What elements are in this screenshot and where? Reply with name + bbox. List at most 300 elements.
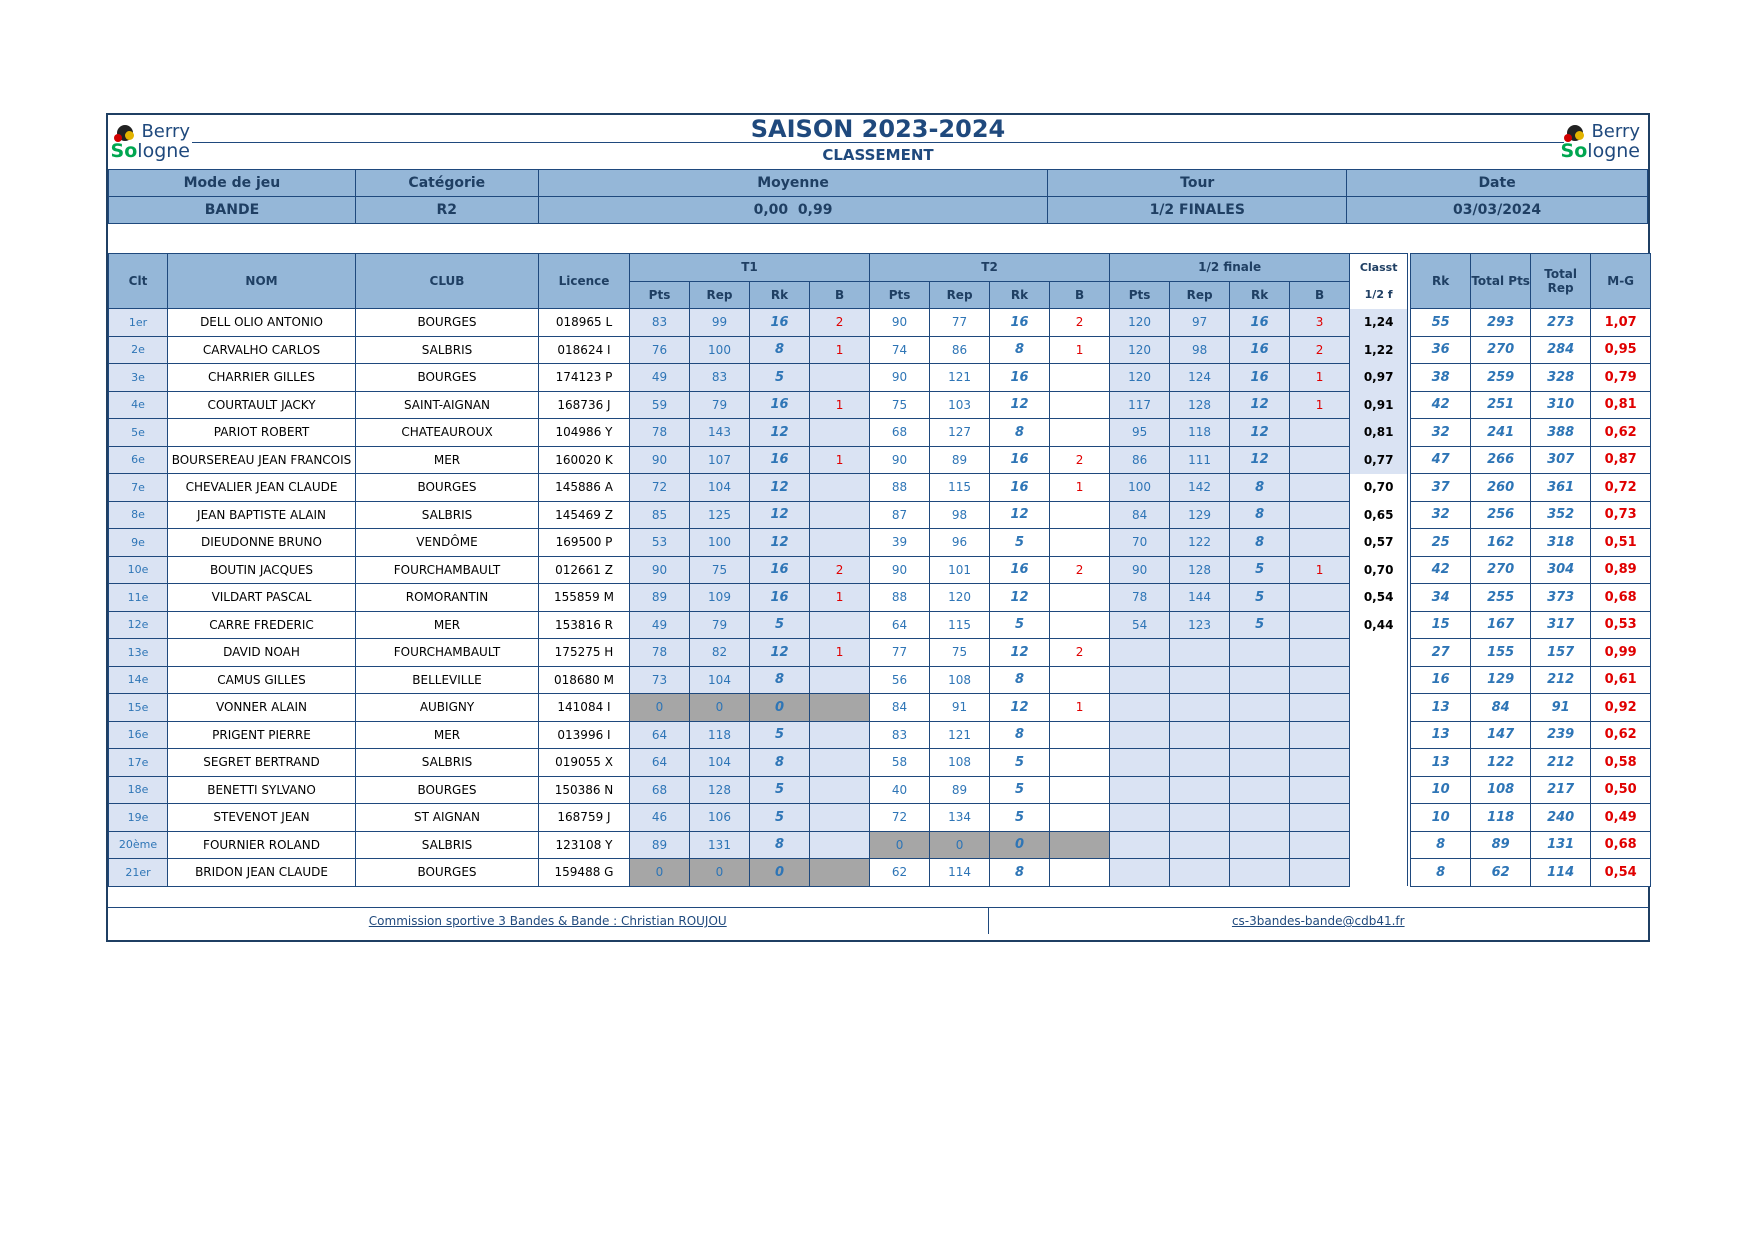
cell-club: MER bbox=[356, 611, 539, 639]
col-licence: Licence bbox=[539, 254, 630, 309]
cell-f-rep bbox=[1170, 639, 1230, 667]
cell-t2-rep: 96 bbox=[930, 529, 990, 557]
cell-t2-rk: 8 bbox=[990, 336, 1050, 364]
cell-t1-rep: 75 bbox=[690, 556, 750, 584]
cell-t1-b: 2 bbox=[810, 556, 870, 584]
cell-classt bbox=[1350, 694, 1408, 722]
table-row bbox=[109, 501, 1651, 529]
cell-t2-rep: 134 bbox=[930, 804, 990, 832]
cell-nom: DIEUDONNE BRUNO bbox=[168, 529, 356, 557]
cell-f-b bbox=[1290, 749, 1350, 777]
cell-nom: VILDART PASCAL bbox=[168, 584, 356, 612]
cell-total-pts: 270 bbox=[1471, 556, 1531, 584]
cell-t1-rep: 0 bbox=[690, 859, 750, 887]
cell-clt: 14e bbox=[109, 666, 168, 694]
cell-rk: 15 bbox=[1411, 611, 1471, 639]
cell-mg: 0,79 bbox=[1591, 364, 1651, 392]
cell-rk: 8 bbox=[1411, 859, 1471, 887]
cell-t2-rk: 0 bbox=[990, 831, 1050, 859]
cell-f-rep: 142 bbox=[1170, 474, 1230, 502]
cell-nom: CAMUS GILLES bbox=[168, 666, 356, 694]
cell-t1-rep: 100 bbox=[690, 336, 750, 364]
cell-total-pts: 122 bbox=[1471, 749, 1531, 777]
cell-t2-b: 1 bbox=[1050, 474, 1110, 502]
cell-f-rep: 97 bbox=[1170, 309, 1230, 337]
cell-clt: 12e bbox=[109, 611, 168, 639]
cell-t1-pts: 64 bbox=[630, 749, 690, 777]
cell-classt: 0,91 bbox=[1350, 391, 1408, 419]
cell-t2-pts: 84 bbox=[870, 694, 930, 722]
cell-f-pts: 120 bbox=[1110, 336, 1170, 364]
cell-total-rep: 157 bbox=[1531, 639, 1591, 667]
cell-t1-rk: 8 bbox=[750, 336, 810, 364]
cell-total-rep: 212 bbox=[1531, 749, 1591, 777]
info-value-mode: BANDE bbox=[109, 197, 356, 224]
cell-licence: 018680 M bbox=[539, 666, 630, 694]
cell-f-b bbox=[1290, 611, 1350, 639]
cell-club: AUBIGNY bbox=[356, 694, 539, 722]
cell-t2-rep: 103 bbox=[930, 391, 990, 419]
cell-licence: 174123 P bbox=[539, 364, 630, 392]
cell-club: ST AIGNAN bbox=[356, 804, 539, 832]
cell-clt: 3e bbox=[109, 364, 168, 392]
cell-nom: VONNER ALAIN bbox=[168, 694, 356, 722]
cell-f-pts: 120 bbox=[1110, 364, 1170, 392]
commission-link[interactable]: Commission sportive 3 Bandes & Bande : Christian ROUJOU bbox=[368, 914, 727, 928]
cell-rk: 13 bbox=[1411, 749, 1471, 777]
cell-nom: PRIGENT PIERRE bbox=[168, 721, 356, 749]
cell-licence: 153816 R bbox=[539, 611, 630, 639]
cell-f-rep: 98 bbox=[1170, 336, 1230, 364]
cell-t1-b bbox=[810, 501, 870, 529]
cell-classt: 0,54 bbox=[1350, 584, 1408, 612]
cell-f-rep bbox=[1170, 721, 1230, 749]
cell-t2-rk: 16 bbox=[990, 446, 1050, 474]
cell-t2-rep: 98 bbox=[930, 501, 990, 529]
col-mg: M-G bbox=[1591, 254, 1651, 309]
cell-total-rep: 317 bbox=[1531, 611, 1591, 639]
cell-f-rep bbox=[1170, 804, 1230, 832]
cell-t1-pts: 46 bbox=[630, 804, 690, 832]
cell-f-pts bbox=[1110, 666, 1170, 694]
cell-licence: 012661 Z bbox=[539, 556, 630, 584]
cell-total-pts: 270 bbox=[1471, 336, 1531, 364]
cell-t2-rk: 12 bbox=[990, 584, 1050, 612]
cell-club: BOURGES bbox=[356, 309, 539, 337]
cell-total-pts: 259 bbox=[1471, 364, 1531, 392]
cell-t2-pts: 90 bbox=[870, 364, 930, 392]
cell-club: SAINT-AIGNAN bbox=[356, 391, 539, 419]
cell-t1-pts: 78 bbox=[630, 419, 690, 447]
cell-f-pts bbox=[1110, 639, 1170, 667]
cell-f-pts: 95 bbox=[1110, 419, 1170, 447]
info-label-tour: Tour bbox=[1048, 170, 1347, 197]
cell-t2-b bbox=[1050, 391, 1110, 419]
cell-total-pts: 293 bbox=[1471, 309, 1531, 337]
cell-f-b bbox=[1290, 474, 1350, 502]
cell-f-rk: 5 bbox=[1230, 611, 1290, 639]
cell-total-rep: 388 bbox=[1531, 419, 1591, 447]
cell-t1-b bbox=[810, 749, 870, 777]
cell-t2-rk: 5 bbox=[990, 749, 1050, 777]
cell-t2-b bbox=[1050, 831, 1110, 859]
cell-t1-rk: 0 bbox=[750, 859, 810, 887]
cell-f-b: 3 bbox=[1290, 309, 1350, 337]
cell-f-rk bbox=[1230, 639, 1290, 667]
cell-f-rk bbox=[1230, 831, 1290, 859]
cell-t1-rep: 100 bbox=[690, 529, 750, 557]
cell-classt bbox=[1350, 749, 1408, 777]
cell-f-b bbox=[1290, 639, 1350, 667]
cell-total-rep: 304 bbox=[1531, 556, 1591, 584]
cell-mg: 0,54 bbox=[1591, 859, 1651, 887]
cell-t2-rep: 89 bbox=[930, 446, 990, 474]
cell-clt: 18e bbox=[109, 776, 168, 804]
cell-rk: 10 bbox=[1411, 804, 1471, 832]
cell-mg: 0,95 bbox=[1591, 336, 1651, 364]
cell-t1-rk: 5 bbox=[750, 721, 810, 749]
cell-rk: 27 bbox=[1411, 639, 1471, 667]
info-value-date: 03/03/2024 bbox=[1347, 197, 1648, 224]
cell-total-rep: 310 bbox=[1531, 391, 1591, 419]
cell-t2-pts: 90 bbox=[870, 556, 930, 584]
cell-mg: 0,49 bbox=[1591, 804, 1651, 832]
cell-f-rep bbox=[1170, 831, 1230, 859]
cell-nom: FOURNIER ROLAND bbox=[168, 831, 356, 859]
cell-clt: 5e bbox=[109, 419, 168, 447]
col-total-pts: Total Pts bbox=[1471, 254, 1531, 309]
cell-club: VENDÔME bbox=[356, 529, 539, 557]
cell-f-rk: 8 bbox=[1230, 529, 1290, 557]
cell-t1-rk: 8 bbox=[750, 666, 810, 694]
ranking-sheet bbox=[106, 113, 1650, 942]
cell-total-rep: 373 bbox=[1531, 584, 1591, 612]
cell-rk: 25 bbox=[1411, 529, 1471, 557]
cell-t2-rk: 16 bbox=[990, 364, 1050, 392]
cell-t1-rk: 5 bbox=[750, 804, 810, 832]
cell-rk: 13 bbox=[1411, 721, 1471, 749]
cell-t2-b bbox=[1050, 721, 1110, 749]
berry-sologne-logo-left: Berry Sologne bbox=[110, 121, 190, 162]
cell-licence: 168759 J bbox=[539, 804, 630, 832]
cell-total-pts: 251 bbox=[1471, 391, 1531, 419]
cell-mg: 0,53 bbox=[1591, 611, 1651, 639]
cell-nom: CHARRIER GILLES bbox=[168, 364, 356, 392]
cell-t1-rk: 8 bbox=[750, 749, 810, 777]
cell-t2-pts: 68 bbox=[870, 419, 930, 447]
cell-t1-rep: 104 bbox=[690, 666, 750, 694]
cell-t1-pts: 72 bbox=[630, 474, 690, 502]
info-value-tour: 1/2 FINALES bbox=[1048, 197, 1347, 224]
cell-nom: BOURSEREAU JEAN FRANCOIS bbox=[168, 446, 356, 474]
cell-rk: 38 bbox=[1411, 364, 1471, 392]
cell-classt: 0,65 bbox=[1350, 501, 1408, 529]
cell-nom: CARVALHO CARLOS bbox=[168, 336, 356, 364]
cell-total-pts: 108 bbox=[1471, 776, 1531, 804]
cell-mg: 0,87 bbox=[1591, 446, 1651, 474]
cell-t1-b bbox=[810, 776, 870, 804]
col-group-t2: T2 bbox=[870, 254, 1110, 282]
cell-t2-pts: 40 bbox=[870, 776, 930, 804]
cell-clt: 2e bbox=[109, 336, 168, 364]
cell-nom: STEVENOT JEAN bbox=[168, 804, 356, 832]
cell-t2-rep: 108 bbox=[930, 666, 990, 694]
cell-nom: DELL OLIO ANTONIO bbox=[168, 309, 356, 337]
cell-rk: 13 bbox=[1411, 694, 1471, 722]
cell-t2-pts: 39 bbox=[870, 529, 930, 557]
table-row bbox=[109, 529, 1651, 557]
col-final-b: B bbox=[1290, 281, 1350, 309]
cell-t2-b: 1 bbox=[1050, 694, 1110, 722]
cell-t2-rep: 115 bbox=[930, 611, 990, 639]
cell-t1-b bbox=[810, 831, 870, 859]
cell-classt: 0,81 bbox=[1350, 419, 1408, 447]
cell-clt: 6e bbox=[109, 446, 168, 474]
cell-t2-rk: 5 bbox=[990, 804, 1050, 832]
cell-t2-b bbox=[1050, 804, 1110, 832]
cell-f-pts: 117 bbox=[1110, 391, 1170, 419]
cell-t1-rep: 82 bbox=[690, 639, 750, 667]
page-title: SAISON 2023-2024 bbox=[750, 115, 1006, 143]
table-row bbox=[109, 859, 1651, 887]
cell-f-pts: 84 bbox=[1110, 501, 1170, 529]
cell-t2-rk: 5 bbox=[990, 529, 1050, 557]
cell-total-rep: 131 bbox=[1531, 831, 1591, 859]
cell-f-pts bbox=[1110, 694, 1170, 722]
cell-t2-rep: 101 bbox=[930, 556, 990, 584]
cell-club: FOURCHAMBAULT bbox=[356, 556, 539, 584]
table-row bbox=[109, 721, 1651, 749]
col-classt-sub: 1/2 f bbox=[1350, 281, 1408, 309]
cell-t1-b bbox=[810, 666, 870, 694]
cell-t2-b: 2 bbox=[1050, 556, 1110, 584]
cell-t1-rep: 104 bbox=[690, 474, 750, 502]
cell-f-b bbox=[1290, 666, 1350, 694]
cell-club: BELLEVILLE bbox=[356, 666, 539, 694]
col-t1-pts: Pts bbox=[630, 281, 690, 309]
cell-t1-rep: 118 bbox=[690, 721, 750, 749]
cell-rk: 34 bbox=[1411, 584, 1471, 612]
cell-t2-rep: 120 bbox=[930, 584, 990, 612]
cell-t2-rk: 12 bbox=[990, 694, 1050, 722]
cell-licence: 169500 P bbox=[539, 529, 630, 557]
cell-f-rk bbox=[1230, 859, 1290, 887]
cell-f-b bbox=[1290, 446, 1350, 474]
cell-f-pts bbox=[1110, 831, 1170, 859]
cell-total-pts: 167 bbox=[1471, 611, 1531, 639]
cell-nom: CARRE FREDERIC bbox=[168, 611, 356, 639]
cell-t2-rep: 89 bbox=[930, 776, 990, 804]
cell-classt: 0,70 bbox=[1350, 556, 1408, 584]
cell-t1-b: 1 bbox=[810, 446, 870, 474]
cell-total-rep: 328 bbox=[1531, 364, 1591, 392]
cell-classt: 1,22 bbox=[1350, 336, 1408, 364]
cell-f-rep bbox=[1170, 749, 1230, 777]
cell-t2-pts: 56 bbox=[870, 666, 930, 694]
cell-f-b bbox=[1290, 584, 1350, 612]
cell-t1-rep: 143 bbox=[690, 419, 750, 447]
cell-rk: 10 bbox=[1411, 776, 1471, 804]
cell-f-pts bbox=[1110, 859, 1170, 887]
cell-t1-pts: 83 bbox=[630, 309, 690, 337]
cell-total-rep: 114 bbox=[1531, 859, 1591, 887]
cell-rk: 42 bbox=[1411, 391, 1471, 419]
col-club: CLUB bbox=[356, 254, 539, 309]
cell-t2-rk: 8 bbox=[990, 419, 1050, 447]
info-label-categorie: Catégorie bbox=[355, 170, 538, 197]
cell-total-pts: 129 bbox=[1471, 666, 1531, 694]
cell-f-pts: 120 bbox=[1110, 309, 1170, 337]
cell-t2-b: 2 bbox=[1050, 639, 1110, 667]
cell-f-rk bbox=[1230, 776, 1290, 804]
cell-total-rep: 240 bbox=[1531, 804, 1591, 832]
col-group-t1: T1 bbox=[630, 254, 870, 282]
cell-f-rep bbox=[1170, 776, 1230, 804]
cell-t2-pts: 90 bbox=[870, 309, 930, 337]
cell-t1-rep: 0 bbox=[690, 694, 750, 722]
cell-t1-rk: 12 bbox=[750, 419, 810, 447]
cell-licence: 150386 N bbox=[539, 776, 630, 804]
cell-t2-pts: 87 bbox=[870, 501, 930, 529]
cell-t1-rk: 12 bbox=[750, 474, 810, 502]
col-nom: NOM bbox=[168, 254, 356, 309]
cell-mg: 0,81 bbox=[1591, 391, 1651, 419]
cell-t2-rk: 12 bbox=[990, 391, 1050, 419]
cell-club: FOURCHAMBAULT bbox=[356, 639, 539, 667]
cell-f-rep: 122 bbox=[1170, 529, 1230, 557]
cell-total-rep: 361 bbox=[1531, 474, 1591, 502]
cell-f-rep: 129 bbox=[1170, 501, 1230, 529]
table-row bbox=[109, 776, 1651, 804]
cell-clt: 20ème bbox=[109, 831, 168, 859]
cell-mg: 0,61 bbox=[1591, 666, 1651, 694]
cell-mg: 0,99 bbox=[1591, 639, 1651, 667]
cell-f-rep: 124 bbox=[1170, 364, 1230, 392]
info-value-categorie: R2 bbox=[355, 197, 538, 224]
cell-f-rk bbox=[1230, 804, 1290, 832]
cell-classt: 0,77 bbox=[1350, 446, 1408, 474]
cell-t1-rk: 0 bbox=[750, 694, 810, 722]
cell-f-rk: 16 bbox=[1230, 336, 1290, 364]
cell-t1-b: 1 bbox=[810, 584, 870, 612]
cell-clt: 10e bbox=[109, 556, 168, 584]
cell-total-pts: 62 bbox=[1471, 859, 1531, 887]
cell-mg: 1,07 bbox=[1591, 309, 1651, 337]
col-t2-rk: Rk bbox=[990, 281, 1050, 309]
cell-t1-rep: 79 bbox=[690, 391, 750, 419]
cell-rk: 8 bbox=[1411, 831, 1471, 859]
cell-f-rep: 118 bbox=[1170, 419, 1230, 447]
cell-f-rk bbox=[1230, 666, 1290, 694]
cell-rk: 32 bbox=[1411, 419, 1471, 447]
cell-mg: 0,68 bbox=[1591, 584, 1651, 612]
cell-t1-rk: 16 bbox=[750, 556, 810, 584]
cell-t2-rep: 75 bbox=[930, 639, 990, 667]
cell-t1-b: 1 bbox=[810, 391, 870, 419]
cell-f-b: 1 bbox=[1290, 556, 1350, 584]
cell-mg: 0,51 bbox=[1591, 529, 1651, 557]
cell-f-b bbox=[1290, 529, 1350, 557]
cell-t1-rk: 16 bbox=[750, 309, 810, 337]
cell-mg: 0,68 bbox=[1591, 831, 1651, 859]
cell-rk: 47 bbox=[1411, 446, 1471, 474]
table-row bbox=[109, 584, 1651, 612]
cell-mg: 0,92 bbox=[1591, 694, 1651, 722]
col-t2-rep: Rep bbox=[930, 281, 990, 309]
cell-clt: 4e bbox=[109, 391, 168, 419]
cell-total-rep: 91 bbox=[1531, 694, 1591, 722]
cell-t1-pts: 89 bbox=[630, 584, 690, 612]
cell-f-rk: 5 bbox=[1230, 556, 1290, 584]
cell-t2-pts: 90 bbox=[870, 446, 930, 474]
cell-t1-rep: 106 bbox=[690, 804, 750, 832]
email-link[interactable]: cs-3bandes-bande@cdb41.fr bbox=[1231, 914, 1405, 928]
cell-mg: 0,72 bbox=[1591, 474, 1651, 502]
cell-f-b bbox=[1290, 776, 1350, 804]
cell-club: SALBRIS bbox=[356, 749, 539, 777]
berry-sologne-logo-right: Berry Sologne bbox=[1560, 121, 1640, 162]
cell-classt: 0,44 bbox=[1350, 611, 1408, 639]
cell-mg: 0,50 bbox=[1591, 776, 1651, 804]
cell-t1-rk: 16 bbox=[750, 584, 810, 612]
competition-info bbox=[108, 169, 1648, 224]
table-row bbox=[109, 556, 1651, 584]
cell-t2-pts: 88 bbox=[870, 584, 930, 612]
cell-total-pts: 256 bbox=[1471, 501, 1531, 529]
cell-club: SALBRIS bbox=[356, 501, 539, 529]
cell-t2-rk: 5 bbox=[990, 776, 1050, 804]
table-row bbox=[109, 474, 1651, 502]
cell-club: BOURGES bbox=[356, 364, 539, 392]
table-row bbox=[109, 831, 1651, 859]
cell-t2-pts: 88 bbox=[870, 474, 930, 502]
cell-f-pts: 70 bbox=[1110, 529, 1170, 557]
cell-classt: 0,57 bbox=[1350, 529, 1408, 557]
cell-f-rk: 12 bbox=[1230, 419, 1290, 447]
cell-f-b bbox=[1290, 419, 1350, 447]
cell-t2-pts: 75 bbox=[870, 391, 930, 419]
cell-total-pts: 266 bbox=[1471, 446, 1531, 474]
table-row bbox=[109, 804, 1651, 832]
cell-t2-rep: 114 bbox=[930, 859, 990, 887]
cell-f-rk bbox=[1230, 694, 1290, 722]
cell-nom: CHEVALIER JEAN CLAUDE bbox=[168, 474, 356, 502]
cell-f-rep bbox=[1170, 859, 1230, 887]
cell-clt: 15e bbox=[109, 694, 168, 722]
cell-classt bbox=[1350, 804, 1408, 832]
cell-t2-rk: 12 bbox=[990, 639, 1050, 667]
cell-t1-b bbox=[810, 694, 870, 722]
cell-classt bbox=[1350, 831, 1408, 859]
cell-f-b: 1 bbox=[1290, 391, 1350, 419]
col-final-rep: Rep bbox=[1170, 281, 1230, 309]
cell-f-rep bbox=[1170, 694, 1230, 722]
cell-clt: 13e bbox=[109, 639, 168, 667]
cell-total-pts: 260 bbox=[1471, 474, 1531, 502]
cell-t2-b bbox=[1050, 666, 1110, 694]
col-t1-b: B bbox=[810, 281, 870, 309]
cell-t2-pts: 74 bbox=[870, 336, 930, 364]
cell-t1-pts: 73 bbox=[630, 666, 690, 694]
cell-t2-rep: 91 bbox=[930, 694, 990, 722]
cell-f-rep: 128 bbox=[1170, 556, 1230, 584]
cell-t1-pts: 49 bbox=[630, 611, 690, 639]
cell-t2-b bbox=[1050, 501, 1110, 529]
cell-club: SALBRIS bbox=[356, 831, 539, 859]
cell-f-rep: 128 bbox=[1170, 391, 1230, 419]
cell-f-b bbox=[1290, 721, 1350, 749]
cell-f-rk: 8 bbox=[1230, 474, 1290, 502]
